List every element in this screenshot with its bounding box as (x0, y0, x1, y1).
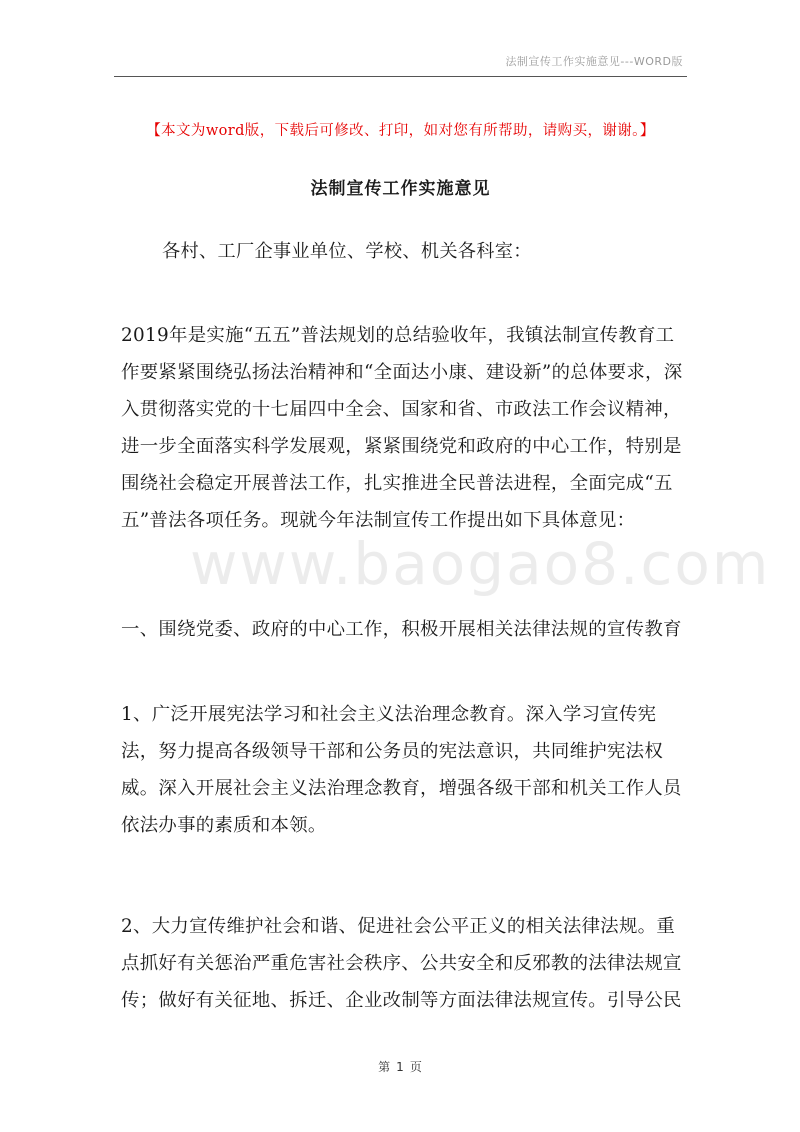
section-heading-1: 一、围绕党委、政府的中心工作，积极开展相关法律法规的宣传教育 (121, 619, 682, 640)
list-item-2: 2、大力宣传维护社会和谐、促进社会公平正义的相关法律法规。重点抓好有关惩治严重危害社会秩序、公共安全和反邪教的法律法规宣传；做好有关征地、拆迁、企业改制等方面法律法规宣传。引导公民 (121, 916, 682, 1011)
intro-paragraph: 2019年是实施“五五”普法规划的总结验收年，我镇法制宣传教育工作要紧紧围绕弘扬法治精神和“全面达小康、建设新”的总体要求，深入贯彻落实党的十七届四中全会、国家和省、市政法工作会议精神，进一步全面落实科学发展观，紧紧围绕党和政府的中心工作，特别是围绕社会稳定开展普法工作，扎实推进全民普法进程，全面完成“五五”普法各项任务。现就今年法制宣传工作提出如下具体意见： (121, 325, 683, 531)
header-divider (114, 76, 687, 77)
page-footer (0, 1058, 800, 1075)
document-title: 法制宣传工作实施意见 (310, 179, 491, 199)
page-prefix: 第 (378, 1060, 391, 1074)
salutation: 各村、工厂企事业单位、学校、机关各科室： (162, 241, 532, 262)
page-number: 1 (396, 1060, 404, 1074)
page-suffix: 页 (409, 1060, 422, 1074)
list-item-1: 1、广泛开展宪法学习和社会主义法治理念教育。深入学习宣传宪法，努力提高各级领导干部和公务员的宪法意识，共同维护宪法权威。深入开展社会主义法治理念教育，增强各级干部和机关工作人员依法办事的素质和本领。 (121, 704, 682, 836)
watermark: www.baogao8.com (190, 530, 771, 598)
purchase-notice: 【本文为word版，下载后可修改、打印，如对您有所帮助，请购买，谢谢。】 (146, 123, 655, 139)
running-header: 法制宣传工作实施意见---WORD版 (505, 55, 683, 68)
